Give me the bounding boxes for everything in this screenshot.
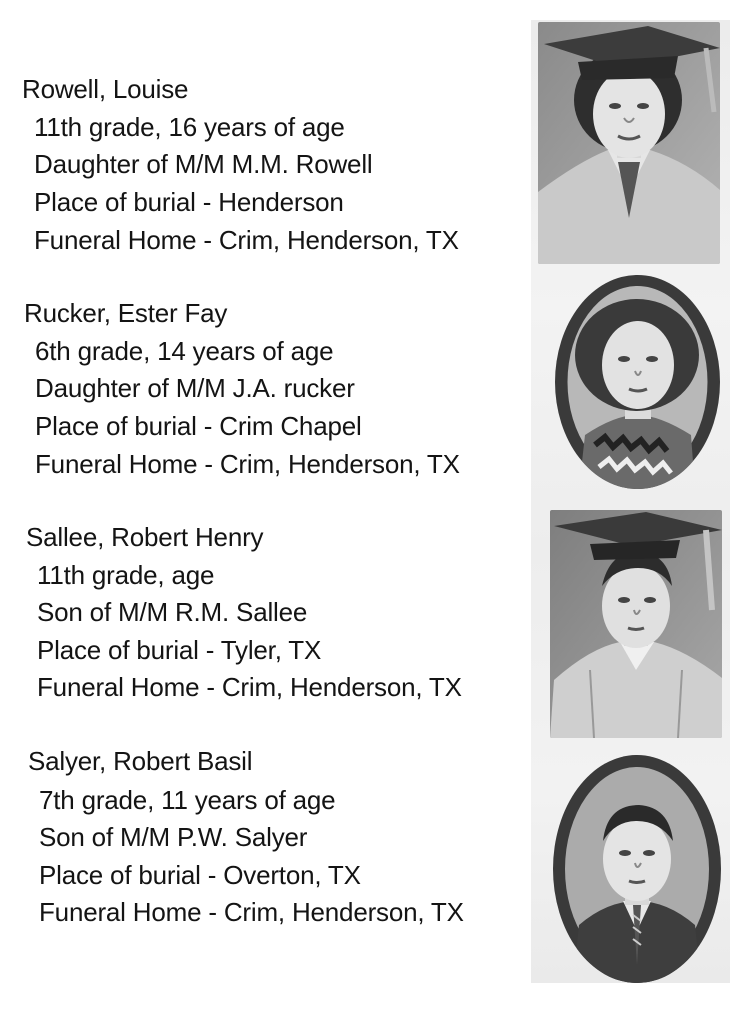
graduate-portrait-girl-icon bbox=[538, 22, 720, 264]
entry-funeral-home: Funeral Home - Crim, Henderson, TX bbox=[34, 225, 459, 255]
entry-name: Salyer, Robert Basil bbox=[28, 746, 253, 776]
entry-funeral-home: Funeral Home - Crim, Henderson, TX bbox=[37, 672, 462, 702]
oval-portrait-boy-icon bbox=[553, 755, 721, 983]
entry-name: Sallee, Robert Henry bbox=[26, 522, 264, 552]
entry-name: Rucker, Ester Fay bbox=[24, 298, 228, 328]
oval-portrait-girl-icon bbox=[555, 275, 720, 489]
entry-burial: Place of burial - Tyler, TX bbox=[37, 635, 322, 665]
entry-parents: Daughter of M/M J.A. rucker bbox=[35, 373, 355, 403]
entry-burial: Place of burial - Crim Chapel bbox=[35, 411, 362, 441]
graduate-portrait-boy-icon bbox=[550, 510, 722, 738]
entry-parents: Son of M/M P.W. Salyer bbox=[39, 822, 308, 852]
entry-burial: Place of burial - Henderson bbox=[34, 187, 344, 217]
entry-name: Rowell, Louise bbox=[22, 74, 189, 104]
entry-parents: Son of M/M R.M. Sallee bbox=[37, 597, 308, 627]
entry-grade: 11th grade, age bbox=[37, 560, 215, 590]
entry-grade: 7th grade, 11 years of age bbox=[39, 785, 336, 815]
entry-funeral-home: Funeral Home - Crim, Henderson, TX bbox=[35, 449, 460, 479]
entry-grade: 11th grade, 16 years of age bbox=[34, 112, 345, 142]
entry-parents: Daughter of M/M M.M. Rowell bbox=[34, 149, 373, 179]
entry-grade: 6th grade, 14 years of age bbox=[35, 336, 334, 366]
entry-burial: Place of burial - Overton, TX bbox=[39, 860, 361, 890]
entry-funeral-home: Funeral Home - Crim, Henderson, TX bbox=[39, 897, 464, 927]
